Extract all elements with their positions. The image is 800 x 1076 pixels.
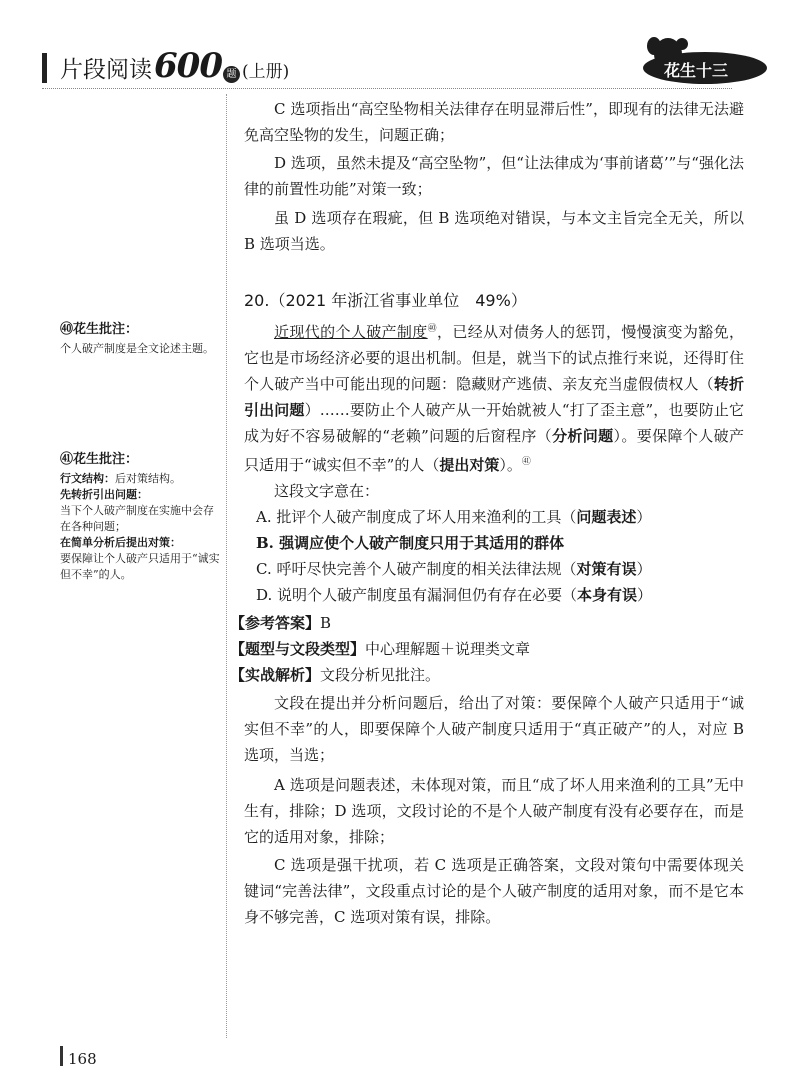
answer-value: B xyxy=(320,614,332,632)
header-bar xyxy=(42,53,47,83)
logo-text-value: 花生十三 xyxy=(664,61,729,80)
answer-label: 【参考答案】 xyxy=(230,614,321,632)
margin-note-41 xyxy=(60,452,220,583)
analysis-paragraph-3: C 选项是强干扰项，若 C 选项是正确答案，文段对策句中需要体现关键词“完善法律”，文段重点讨论的是个人破产制度的适用对象，而不是它本身不够完善，C 选项对策有误，排除。 xyxy=(244,856,744,926)
question-stem: 这段文字意在： xyxy=(274,482,380,500)
explanation-option-d: D 选项，虽然未提及“高空坠物”，但“让法律成为‘事前诸葛’”与“强化法律的前置性功能”对策一致； xyxy=(244,154,744,198)
question-type-value: 中心理解题＋说理类文章 xyxy=(365,640,531,658)
option-c xyxy=(256,556,746,582)
question-passage xyxy=(244,316,744,478)
header-rule xyxy=(42,88,732,89)
analysis-paragraph-2: A 选项是问题表述，未体现对策，而且“成了坏人用来渔利的工具”无中生有，排除；D 选项，文段讨论的不是个人破产制度有没有必要存在，而是它的适用对象，排除； xyxy=(244,776,744,846)
option-c-tag: 对策有误 xyxy=(576,560,637,578)
option-d xyxy=(256,582,746,608)
margin-note-41-label-2: 先转折引出问题： xyxy=(60,488,148,501)
answer-line xyxy=(230,610,745,636)
explanation-option-c: C 选项指出“高空坠物相关法律存在明显滞后性”，即现有的法律无法避免高空坠物的发生，问题正确； xyxy=(244,100,744,144)
question-type-line xyxy=(230,636,745,662)
question-type-label: 【题型与文段类型】 xyxy=(230,640,366,658)
margin-note-41-line-1 xyxy=(60,471,220,487)
passage-text-4: ）。要保障个人破产只适用于“诚实但不幸”的人（ xyxy=(244,427,744,474)
passage-tag-3: 提出对策 xyxy=(439,456,500,474)
book-title-prefix: 片段阅读 xyxy=(60,57,152,83)
option-c-text: C. 呼吁尽快完善个人破产制度的相关法律法规（ xyxy=(256,560,577,578)
page-number-bar xyxy=(60,1046,63,1066)
option-b: B. 强调应使个人破产制度只用于其适用的群体 xyxy=(256,534,565,552)
passage-tag-1: 转折引出问题 xyxy=(244,375,744,419)
margin-note-41-label-1: 行文结构： xyxy=(60,472,115,485)
book-title-number: 600 xyxy=(154,46,222,86)
passage-tag-2: 分析问题 xyxy=(552,427,614,445)
explanation-conclusion: 虽 D 选项存在瑕疵，但 B 选项绝对错误，与本文主旨完全无关，所以 B 选项当选。 xyxy=(244,209,744,253)
margin-note-40-heading: ㊵花生批注： xyxy=(60,322,139,337)
book-title xyxy=(60,46,289,86)
book-title-volume: (上册) xyxy=(241,62,290,82)
passage-text-3: ）……要防止个人破产从一开始就被人“打了歪主意”，也要防止它成为好不容易破解的“老赖”问题的后窗程序（ xyxy=(244,401,744,445)
analysis-line xyxy=(230,662,745,688)
question-heading: 20.（2021 年浙江省事业单位 49%） xyxy=(244,291,527,310)
option-a-end: ） xyxy=(636,508,652,526)
margin-note-41-label-4: 在简单分析后提出对策： xyxy=(60,536,181,549)
book-title-badge: 题 xyxy=(223,66,240,83)
option-d-text: D. 说明个人破产制度虽有漏洞但仍有存在必要（ xyxy=(256,586,578,604)
option-c-end: ） xyxy=(636,560,652,578)
analysis-paragraph-1: 文段在提出并分析问题后，给出了对策：要保障个人破产只适用于“诚实但不幸”的人，即要保障个人破产制度只适用于“真正破产”的人，对应 B 选项，当选； xyxy=(244,694,744,764)
margin-note-41-text-3: 当下个人破产制度在实施中会存在各种问题； xyxy=(60,504,214,533)
option-d-end: ） xyxy=(637,586,653,604)
margin-divider xyxy=(226,94,227,1038)
margin-note-41-heading: ㊶花生批注： xyxy=(60,452,139,467)
option-a xyxy=(256,504,746,530)
logo-text xyxy=(664,58,728,81)
analysis-label: 【实战解析】 xyxy=(230,666,321,684)
passage-text-2: ，已经从对债务人的惩罚，慢慢演变为豁免，它也是市场经济必要的退出机制。但是，就当下的试点推行来说，还得盯住个人破产当中可能出现的问题：隐藏财产逃债、亲友充当虚假债权人（ xyxy=(244,323,744,393)
option-d-tag: 本身有误 xyxy=(577,586,638,604)
annotation-marker-41: ㊶ xyxy=(521,457,531,467)
margin-note-41-text-5: 要保障让个人破产只适用于“诚实但不幸”的人。 xyxy=(60,552,220,581)
option-a-tag: 问题表述 xyxy=(576,508,637,526)
margin-note-40 xyxy=(60,322,220,357)
page-number: 168 xyxy=(68,1050,97,1068)
analysis-value: 文段分析见批注。 xyxy=(320,666,441,684)
margin-note-41-text-1: 后对策结构。 xyxy=(115,472,181,485)
passage-text-1: 近现代的个人破产制度 xyxy=(274,323,428,341)
margin-note-40-text: 个人破产制度是全文论述主题。 xyxy=(60,342,214,355)
passage-text-5: ）。 xyxy=(499,456,522,474)
annotation-marker-40: ㊵ xyxy=(427,324,438,334)
option-a-text: A. 批评个人破产制度成了坏人用来渔利的工具（ xyxy=(256,508,577,526)
